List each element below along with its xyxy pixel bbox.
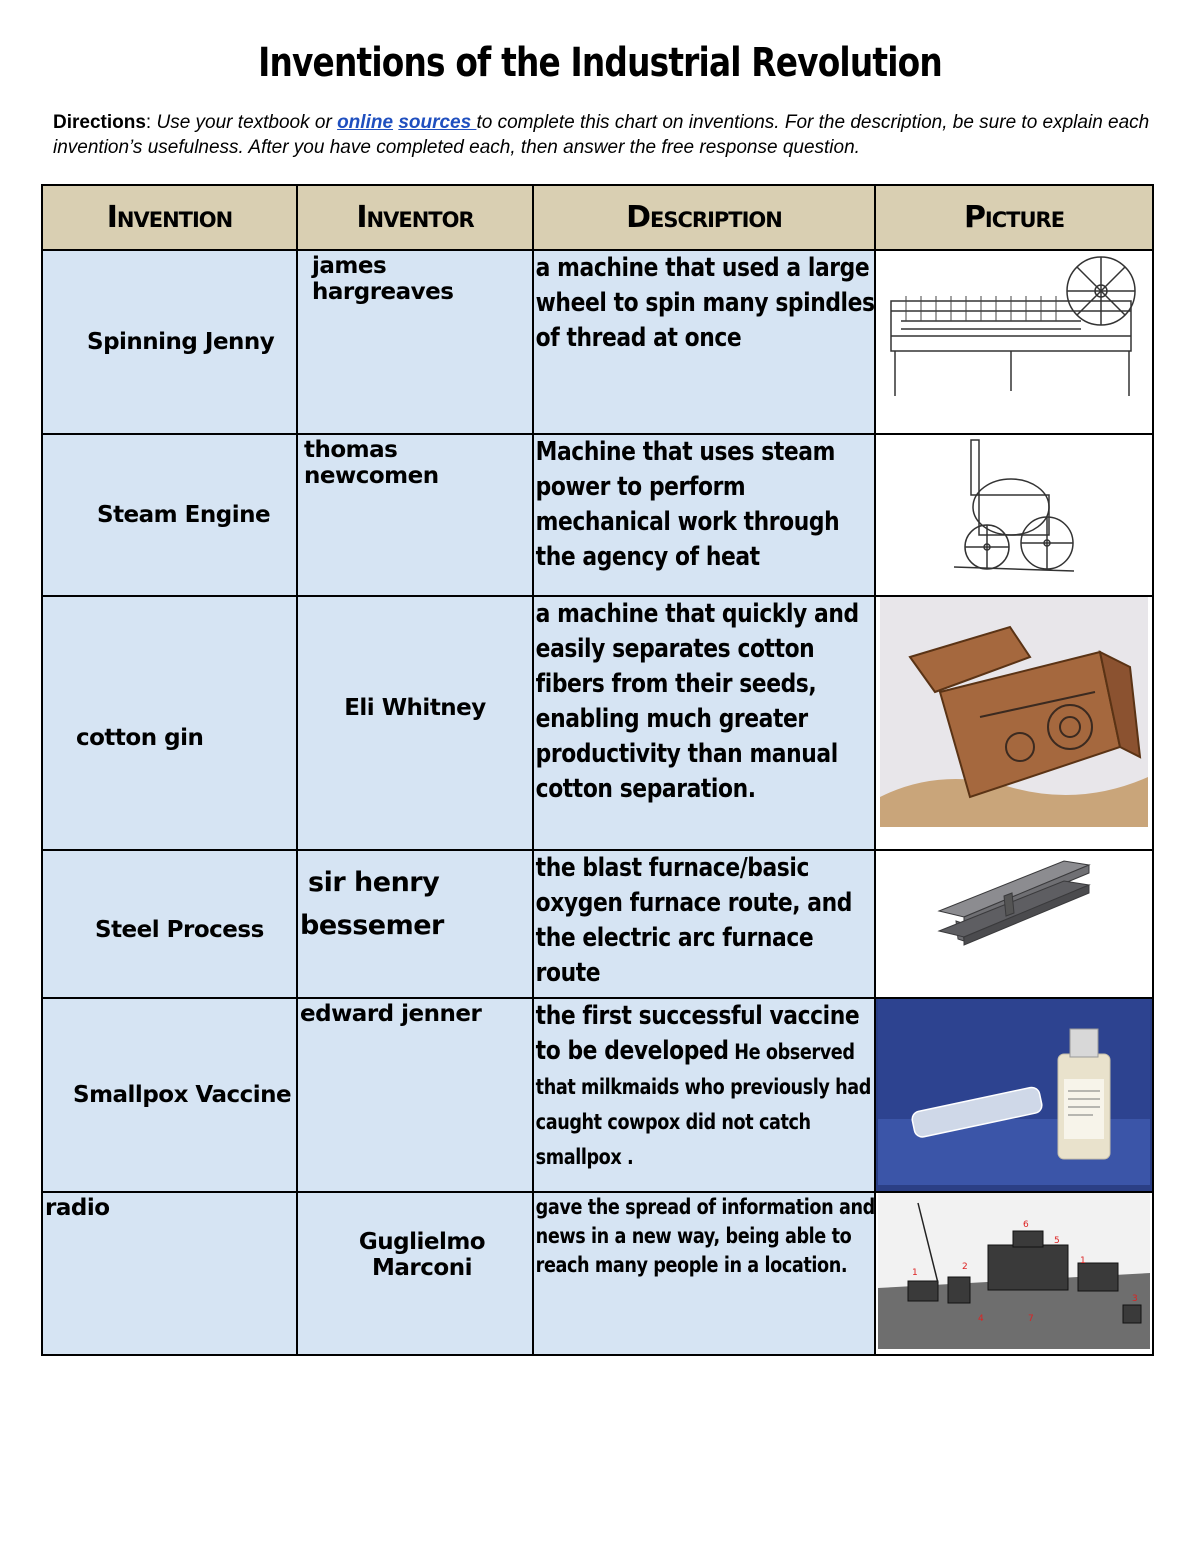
inventor-line-2: bessemer <box>300 910 444 941</box>
directions-colon: : <box>145 112 152 133</box>
steam-engine-drawing-icon <box>949 435 1079 575</box>
description-cell: Machine that uses steam power to perform mechanical work through the agency of heat <box>535 437 840 572</box>
table-row <box>42 998 1153 1192</box>
header-picture: Picture <box>875 185 1153 250</box>
spinning-jenny-drawing-icon <box>881 251 1147 401</box>
invention-cell: Steam Engine <box>97 502 271 528</box>
sources-link[interactable]: sources <box>398 112 477 133</box>
steel-beam-image-icon <box>934 851 1094 951</box>
online-link[interactable]: online <box>337 112 394 133</box>
page-title: Inventions of the Industrial Revolution <box>258 40 942 86</box>
inventor-cell: Eli Whitney <box>344 695 486 721</box>
svg-text:4: 4 <box>978 1314 984 1324</box>
invention-cell: Smallpox Vaccine <box>73 1082 292 1108</box>
table-header-row <box>42 185 1153 250</box>
description-large: the first successful vaccine to be developed <box>535 1001 860 1066</box>
cotton-gin-illustration-icon <box>880 597 1148 827</box>
header-inventor: Inventor <box>297 185 533 250</box>
description-small: He observed that milkmaids who previously had caught cowpox did not catch smallpox . <box>535 1040 871 1169</box>
description-cell: a machine that quickly and easily separates cotton fibers from their seeds, enabling much greater productivity than manual cotton separation. <box>535 599 859 804</box>
svg-text:1: 1 <box>912 1268 918 1278</box>
svg-text:7: 7 <box>1028 1314 1034 1324</box>
svg-text:6: 6 <box>1023 1220 1029 1230</box>
inventor-line-2: Marconi <box>372 1255 472 1281</box>
header-invention: Invention <box>42 185 297 250</box>
directions-text-after: to complete this chart on inventions. For the description, be sure to explain each invention’s usefulness. After you have completed each, then answer the free response question. <box>53 112 1150 158</box>
svg-text:3: 3 <box>1132 1294 1138 1304</box>
description-cell <box>534 999 876 1174</box>
invention-cell: Steel Process <box>95 917 264 943</box>
inventor-cell: james hargreaves <box>312 253 454 305</box>
table-row <box>42 250 1153 434</box>
invention-cell: Spinning Jenny <box>87 329 275 355</box>
directions-label: Directions <box>53 112 146 133</box>
directions-text-before: Use your textbook or <box>151 112 338 133</box>
svg-text:5: 5 <box>1054 1236 1060 1246</box>
marconi-radio-apparatus-photo-icon <box>878 1193 1150 1349</box>
inventions-table <box>41 184 1154 1356</box>
table-row <box>42 1192 1153 1355</box>
description-cell: the blast furnace/basic oxygen furnace route, and the electric arc furnace route <box>535 853 852 988</box>
description-cell: gave the spread of information and news in a new way, being able to reach many people in a location. <box>535 1195 875 1277</box>
inventor-line-1: sir henry <box>308 867 440 898</box>
invention-cell: cotton gin <box>76 725 204 751</box>
invention-cell: radio <box>45 1195 110 1221</box>
inventor-line-1: Guglielmo <box>358 1229 486 1255</box>
table-row <box>42 850 1153 998</box>
inventor-cell: thomas newcomen <box>304 437 439 489</box>
description-cell: a machine that used a large wheel to spin many spindles of thread at once <box>535 253 875 353</box>
header-description: Description <box>533 185 875 250</box>
directions-paragraph <box>53 110 1153 160</box>
table-row <box>42 596 1153 850</box>
inventor-cell: edward jenner <box>300 1001 482 1027</box>
vaccine-vial-syringe-photo-icon <box>878 999 1150 1185</box>
svg-text:2: 2 <box>962 1262 968 1272</box>
table-row <box>42 434 1153 596</box>
svg-text:1: 1 <box>1080 1256 1086 1266</box>
